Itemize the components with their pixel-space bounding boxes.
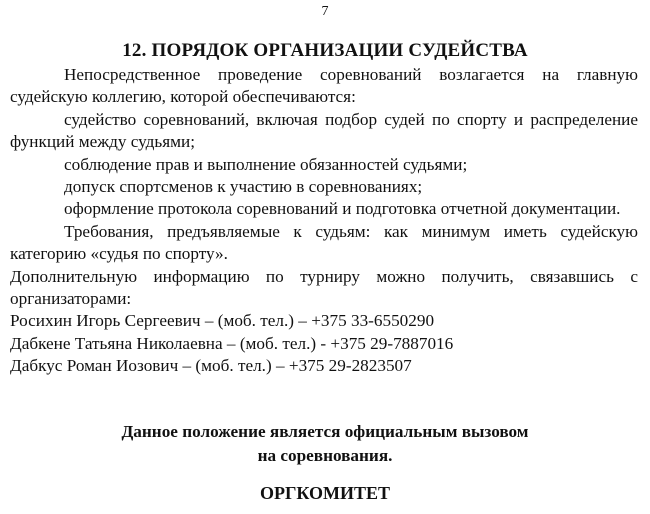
section-heading: 12. ПОРЯДОК ОРГАНИЗАЦИИ СУДЕЙСТВА bbox=[122, 40, 528, 61]
section-body bbox=[10, 64, 638, 378]
paragraph-protocol: оформление протокола соревнований и подготовка отчетной документации. bbox=[64, 199, 621, 219]
paragraph-judging-duties: судейство соревнований, включая подбор судей по спорту и распределение функций между судьями; bbox=[10, 109, 638, 152]
organizing-committee: ОРГКОМИТЕТ bbox=[259, 483, 391, 503]
page-number: 7 bbox=[321, 4, 329, 19]
official-notice-line: на соревнования. bbox=[257, 446, 393, 465]
paragraph-judge-requirements: Требования, предъявляемые к судьям: как минимум иметь судейскую категорию «судья по спорту». bbox=[10, 221, 638, 264]
contact-line: Дабкус Роман Иозович – (моб. тел.) – +375 29-2823507 bbox=[10, 356, 412, 376]
official-notice bbox=[0, 420, 650, 468]
paragraph-athlete-admission: допуск спортсменов к участию в соревнованиях; bbox=[64, 177, 423, 197]
paragraph-judging-board: Непосредственное проведение соревнований возлагается на главную судейскую коллегию, которой обеспечиваются: bbox=[10, 65, 638, 107]
paragraph-judges-rights: соблюдение прав и выполнение обязанностей судьями; bbox=[64, 154, 468, 174]
contact-line: Дабкене Татьяна Николаевна – (моб. тел.) - +375 29-7887016 bbox=[10, 333, 454, 353]
official-notice-line: Данное положение является официальным вызовом bbox=[121, 422, 529, 441]
contact-line: Росихин Игорь Сергеевич – (моб. тел.) – +375 33-6550290 bbox=[10, 311, 435, 331]
paragraph-additional-info: Дополнительную информацию по турниру можно получить, связавшись с организаторами: bbox=[10, 266, 638, 309]
